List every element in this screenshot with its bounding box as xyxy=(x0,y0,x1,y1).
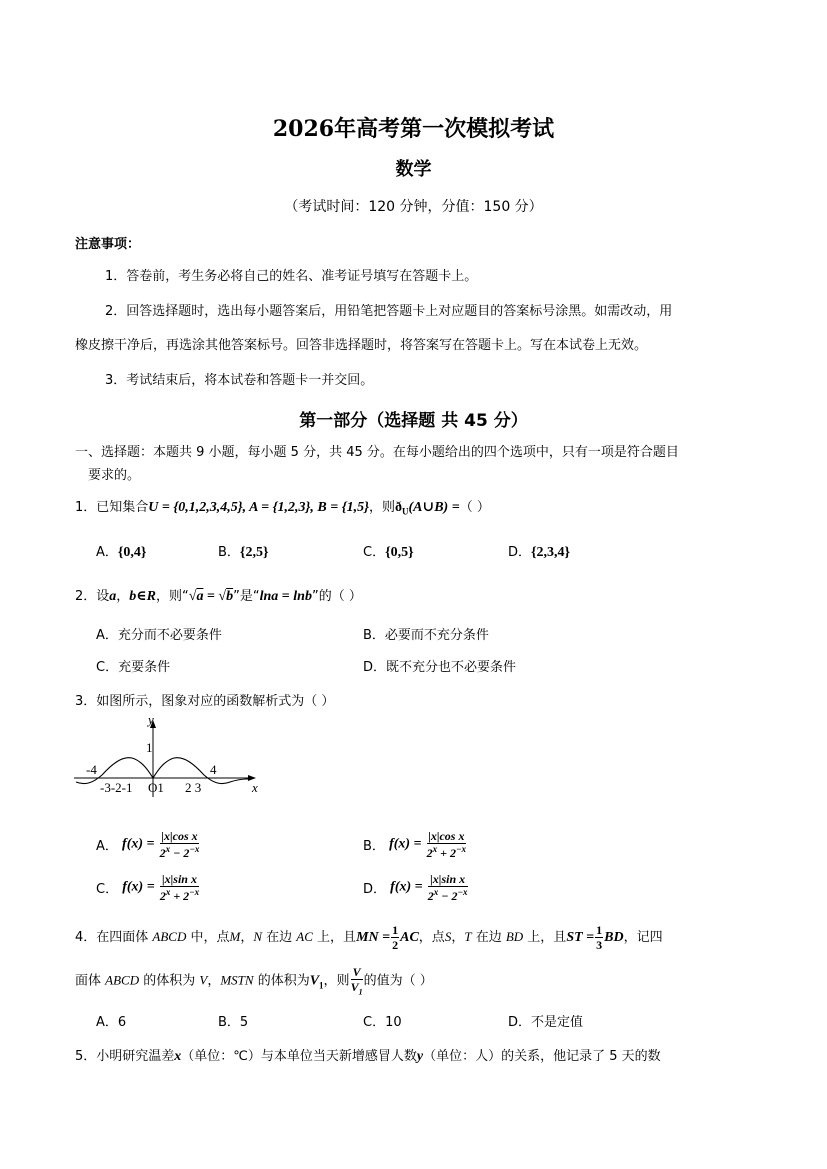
subject-title: 数学 xyxy=(395,159,432,180)
question-1-stem: 1．已知集合U = {0,1,2,3,4,5}, A = {1,2,3}, B = {1,5}，则$ð_U(A\cup B)$ =（ ） xyxy=(75,500,490,517)
question-1-option-c: C．{0,5} xyxy=(363,545,414,560)
question-2-option-a: A．充分而不必要条件 xyxy=(96,628,222,643)
positive-ticks: 2 3 xyxy=(185,780,202,795)
function-graph xyxy=(72,712,262,802)
question-1-option-b: B．{2,5} xyxy=(218,545,269,560)
tick-label-neg4: -4 xyxy=(86,762,97,777)
question-3-option-c: C． f(x) = $\frac{\text{|x|sin x}}{2^x + 2^{-x}}$ xyxy=(96,872,200,903)
question-2-option-b: B．必要而不充分条件 xyxy=(363,628,489,643)
question-3-option-d: D． f(x) = $\frac{\text{|x|sin x}}{2^x - 2^{-x}}$ xyxy=(363,872,468,903)
question-4-option-d: D．不是定值 xyxy=(508,1015,584,1030)
notes-item-2-line2: 橡皮擦干净后，再选涂其他答案标号。回答非选择题时，将答案写在答题卡上。写在本试卷上无效。 xyxy=(75,338,648,353)
question-3-stem: 3．如图所示，图象对应的函数解析式为（ ） xyxy=(75,694,335,709)
part1-instruction-line2: 要求的。 xyxy=(88,468,141,483)
question-1-option-a: A．{0,4} xyxy=(96,545,147,560)
notes-item-3: 3．考试结束后，将本试卷和答题卡一并交回。 xyxy=(105,373,374,388)
question-4-option-a: A．6 xyxy=(96,1015,127,1030)
x-label: x xyxy=(252,780,258,795)
tick-label-1: 1 xyxy=(146,740,153,755)
question-4-option-c: C．10 xyxy=(363,1015,402,1030)
question-2-stem: 2．设a，b∈R，则“√a = √b”是“lna = lnb”的（ ） xyxy=(75,589,362,604)
page-title: 2026年高考第一次模拟考试 xyxy=(272,116,555,142)
notes-item-2-line1: 2．回答选择题时，选出每小题答案后，用铅笔把答题卡上对应题目的答案标号涂黑。如需改动，用 xyxy=(105,304,673,319)
question-3-option-b: B． f(x) = $\frac{\text{|x|cos x}}{2^x + 2^{-x}}$ xyxy=(363,829,466,860)
y-label: y xyxy=(148,712,154,727)
origin-ticks: O1 xyxy=(148,780,164,795)
question-3-option-a: A． f(x) = $\frac{\text{|x|cos x}}{2^x - 2^{-x}}$ xyxy=(96,829,200,860)
part1-title: 第一部分（选择题 共 45 分） xyxy=(299,411,528,431)
question-4-line1: 4．在四面体 ABCD 中，点M，N 在边 AC 上，且MN = $\frac{1}{2}$ AC，点S，T 在边 BD 上，且ST = $\frac{1}{3}$ BD，记四 xyxy=(75,923,663,952)
question-2-option-c: C．充要条件 xyxy=(96,660,171,675)
question-1-option-d: D．{2,3,4} xyxy=(508,545,571,560)
question-2-option-d: D．既不充分也不必要条件 xyxy=(363,660,517,675)
part1-instruction-line1: 一、选择题：本题共 9 小题，每小题 5 分，共 45 分。在每小题给出的四个选项中，只有一项是符合题目 xyxy=(75,445,679,460)
question-4-line2: 面体 ABCD 的体积为 V，MSTN 的体积为$V_1$，则 $\frac{V}{V_1}$ 的值为（ ） xyxy=(75,965,433,997)
negative-ticks: -3-2-1 xyxy=(100,780,133,795)
notes-heading: 注意事项： xyxy=(75,237,141,252)
exam-info: （考试时间：120 分钟，分值：150 分） xyxy=(284,199,543,215)
notes-item-1: 1．答卷前，考生务必将自己的姓名、准考证号填写在答题卡上。 xyxy=(105,269,478,284)
tick-label-4: 4 xyxy=(210,762,217,777)
question-5-stem: 5．小明研究温差x（单位：℃）与本单位当天新增感冒人数y（单位：人）的关系，他记录了 5 天的数 xyxy=(75,1049,661,1064)
question-4-option-b: B．5 xyxy=(218,1015,249,1030)
